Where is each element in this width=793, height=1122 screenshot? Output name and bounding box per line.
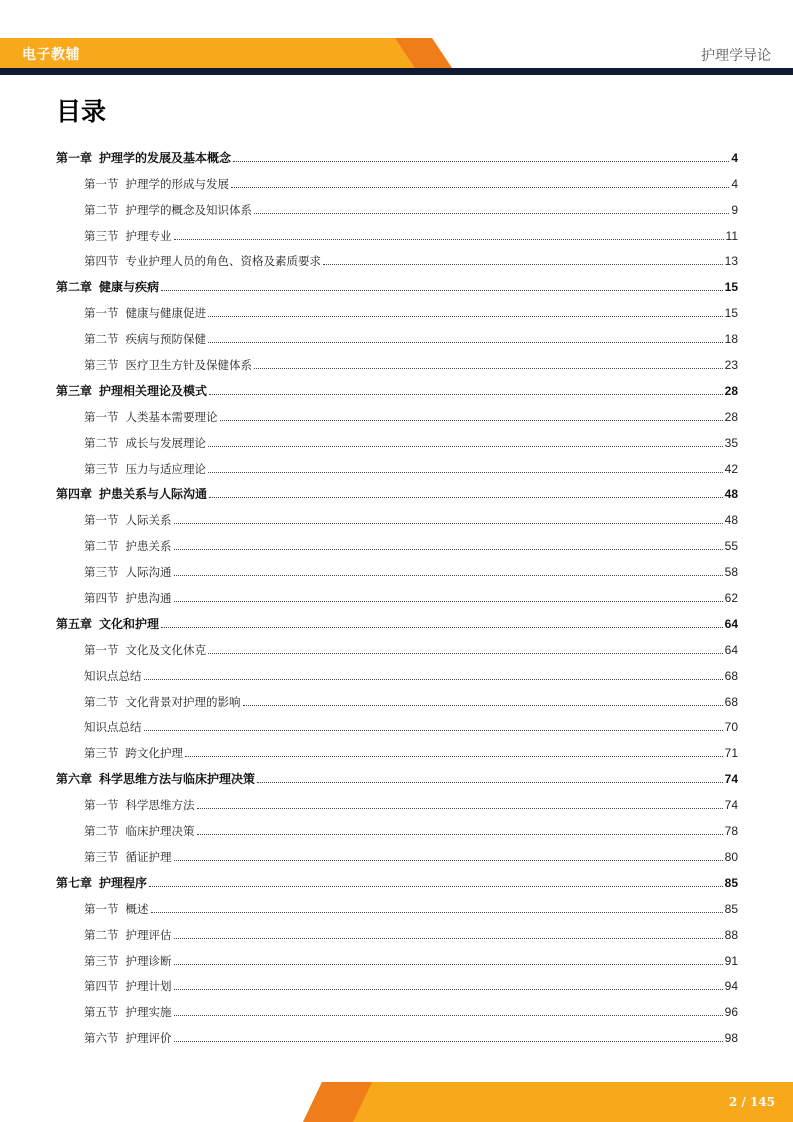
toc-page-number: 11 (725, 228, 738, 243)
toc-page-number: 18 (724, 332, 738, 347)
toc-label (84, 1005, 172, 1019)
toc-title: 压力与适应理论 (125, 461, 206, 476)
toc-section-row[interactable] (56, 683, 738, 709)
toc-label (84, 358, 252, 372)
toc-page-number: 74 (724, 798, 738, 813)
toc-number: 第三节 (84, 953, 119, 968)
toc-chapter-row[interactable] (56, 268, 738, 294)
toc-number: 第四节 (84, 591, 119, 606)
toc-number: 第一节 (84, 642, 119, 657)
toc-page-number: 91 (724, 953, 738, 968)
toc-label (84, 254, 321, 268)
toc-page-number: 70 (724, 720, 738, 735)
toc-page-number: 68 (724, 694, 738, 709)
toc-leader-dots (185, 756, 723, 757)
toc-label (56, 617, 159, 631)
footer-banner (0, 1082, 793, 1122)
toc-label (84, 436, 206, 450)
toc-page-number: 48 (724, 513, 738, 528)
toc-title: 护理相关理论及模式 (99, 383, 208, 398)
toc-page-number: 13 (724, 254, 738, 269)
toc-section-row[interactable] (56, 916, 738, 942)
toc-title: 专业护理人员的角色、资格及素质要求 (125, 254, 321, 269)
toc-number: 第一节 (84, 798, 119, 813)
toc-number: 第五节 (84, 1005, 119, 1020)
toc-number: 第三节 (84, 358, 119, 373)
toc-title: 人际沟通 (125, 565, 172, 580)
footer-orange-band (303, 1082, 793, 1122)
toc-page-number: 80 (724, 849, 738, 864)
toc-label (84, 410, 218, 424)
toc-number: 第三章 (56, 383, 93, 398)
toc-section-row[interactable] (56, 631, 738, 657)
toc-section-row[interactable] (56, 579, 738, 605)
toc-number: 第四节 (84, 979, 119, 994)
toc-leader-dots (174, 549, 723, 550)
toc-leader-dots (161, 290, 723, 291)
page-title: 目录 (56, 97, 107, 126)
toc-title: 科学思维方法与临床护理决策 (99, 772, 256, 787)
toc-title: 健康与疾病 (99, 280, 160, 295)
toc-number: 第一节 (84, 409, 119, 424)
toc-label (84, 798, 195, 812)
toc-leader-dots (197, 808, 723, 809)
toc-section-row[interactable] (56, 217, 738, 243)
toc-chapter-row[interactable] (56, 605, 738, 631)
toc-leader-dots (174, 239, 724, 240)
toc-number: 第一节 (84, 901, 119, 916)
toc-leader-dots (209, 394, 723, 395)
toc-section-row[interactable] (56, 786, 738, 812)
toc-page-number: 58 (724, 565, 738, 580)
toc-section-row[interactable] (56, 346, 738, 372)
toc-title: 护理学的发展及基本概念 (99, 150, 232, 165)
toc-page-number: 78 (724, 824, 738, 839)
toc-section-row[interactable] (56, 320, 738, 346)
toc-leader-dots (144, 679, 723, 680)
toc-number: 第一节 (84, 306, 119, 321)
brand-label: 电子教辅 (22, 47, 80, 63)
toc-leader-dots (174, 1015, 723, 1016)
toc-chapter-row[interactable] (56, 372, 738, 398)
toc-number: 第四章 (56, 487, 93, 502)
toc-label (56, 280, 159, 294)
toc-section-row[interactable] (56, 243, 738, 269)
toc-number: 第二节 (84, 694, 119, 709)
toc-chapter-row[interactable] (56, 864, 738, 890)
toc-page-number: 64 (724, 642, 738, 657)
toc-section-row[interactable] (56, 294, 738, 320)
page-header (0, 0, 793, 76)
toc-page-number: 15 (724, 280, 738, 295)
toc-label (56, 151, 231, 165)
toc-title: 护理评价 (125, 1031, 172, 1046)
toc-title: 文化及文化休克 (125, 642, 206, 657)
toc-label (84, 1031, 172, 1045)
toc-leader-dots (197, 834, 723, 835)
toc-page-number: 35 (724, 435, 738, 450)
toc-number: 第二节 (84, 332, 119, 347)
toc-title: 护理评估 (125, 927, 172, 942)
toc-leader-dots (233, 161, 729, 162)
toc-section-row[interactable] (56, 450, 738, 476)
toc-label (84, 850, 172, 864)
toc-section-row[interactable] (56, 734, 738, 760)
toc-page-number: 96 (724, 1005, 738, 1020)
toc-page-number: 42 (724, 461, 738, 476)
toc-label (84, 229, 172, 243)
toc-label (84, 591, 172, 605)
toc-page-number: 85 (724, 875, 738, 890)
toc-section-row[interactable] (56, 501, 738, 527)
toc-title: 护患关系 (125, 539, 172, 554)
toc-number: 第二章 (56, 280, 93, 295)
toc-number: 第三节 (84, 746, 119, 761)
toc-page-number: 48 (724, 487, 738, 502)
toc-leader-dots (174, 860, 723, 861)
toc-number: 第二节 (84, 435, 119, 450)
toc-label (84, 695, 241, 709)
toc-title: 概述 (125, 901, 149, 916)
toc-leader-dots (220, 420, 723, 421)
toc-title: 护理专业 (125, 228, 172, 243)
toc-leader-dots (243, 705, 723, 706)
toc-page-number: 64 (724, 616, 738, 631)
toc-title: 科学思维方法 (125, 798, 195, 813)
toc-number: 第一章 (56, 150, 93, 165)
toc-leader-dots (151, 912, 723, 913)
toc-title: 健康与健康促进 (125, 306, 206, 321)
toc-leader-dots (144, 730, 723, 731)
toc-number: 第六章 (56, 772, 93, 787)
toc-title: 知识点总结 (84, 720, 142, 735)
toc-number: 第二节 (84, 824, 119, 839)
toc-number: 第五章 (56, 616, 93, 631)
toc-label (84, 177, 229, 191)
toc-leader-dots (231, 187, 729, 188)
toc-label (56, 772, 255, 786)
toc-title: 人类基本需要理论 (125, 409, 218, 424)
toc-label (84, 203, 252, 217)
toc-number: 第三节 (84, 849, 119, 864)
toc-title: 临床护理决策 (125, 824, 195, 839)
toc-page-number: 71 (724, 746, 738, 761)
toc-label (84, 720, 142, 734)
toc-section-row[interactable] (56, 890, 738, 916)
toc-page-number: 94 (724, 979, 738, 994)
toc-label (56, 876, 147, 890)
toc-number: 第三节 (84, 461, 119, 476)
toc-page-number: 9 (731, 202, 738, 217)
toc-section-row[interactable] (56, 191, 738, 217)
toc-label (84, 462, 206, 476)
toc-page-number: 23 (724, 358, 738, 373)
toc-number: 第二节 (84, 927, 119, 942)
toc-label (84, 979, 172, 993)
toc-title: 护理实施 (125, 1005, 172, 1020)
toc-title: 人际关系 (125, 513, 172, 528)
toc-label (84, 539, 172, 553)
toc-page-number: 15 (724, 306, 738, 321)
toc-leader-dots (149, 886, 723, 887)
toc-leader-dots (174, 575, 723, 576)
toc-number: 第三节 (84, 565, 119, 580)
toc-leader-dots (174, 938, 723, 939)
toc-title: 成长与发展理论 (125, 435, 206, 450)
toc-leader-dots (174, 1041, 723, 1042)
toc-leader-dots (208, 653, 723, 654)
toc-title: 文化和护理 (99, 616, 160, 631)
toc-page-number: 88 (724, 927, 738, 942)
toc-leader-dots (208, 472, 723, 473)
toc-title: 护理计划 (125, 979, 172, 994)
toc-page-number: 74 (724, 772, 738, 787)
book-title: 护理学导论 (701, 48, 771, 64)
toc-label (84, 954, 172, 968)
toc-number: 第一节 (84, 176, 119, 191)
toc-number: 第七章 (56, 875, 93, 890)
toc-title: 护理学的概念及知识体系 (125, 202, 252, 217)
toc-title: 医疗卫生方针及保健体系 (125, 358, 252, 373)
toc-title: 护理学的形成与发展 (125, 176, 229, 191)
toc-label (84, 643, 206, 657)
toc-section-row[interactable] (56, 968, 738, 994)
toc-leader-dots (209, 497, 723, 498)
toc-title: 护理程序 (99, 875, 148, 890)
toc-section-row[interactable] (56, 553, 738, 579)
toc-label (84, 513, 172, 527)
toc-title: 疾病与预防保健 (125, 332, 206, 347)
toc-number: 第二节 (84, 202, 119, 217)
toc-section-row[interactable] (56, 812, 738, 838)
toc-title: 护患关系与人际沟通 (99, 487, 208, 502)
toc-number: 第三节 (84, 228, 119, 243)
toc-section-row[interactable] (56, 165, 738, 191)
toc-title: 知识点总结 (84, 668, 142, 683)
toc-number: 第一节 (84, 513, 119, 528)
toc-leader-dots (174, 989, 723, 990)
toc-page-number: 4 (731, 150, 738, 165)
toc-leader-dots (254, 368, 723, 369)
toc-section-row[interactable] (56, 1019, 738, 1045)
toc-label (56, 384, 207, 398)
toc-page-number: 28 (724, 383, 738, 398)
toc-label (84, 824, 195, 838)
toc-chapter-row[interactable] (56, 760, 738, 786)
toc-section-row[interactable] (56, 657, 738, 683)
toc-label (84, 332, 206, 346)
toc-leader-dots (174, 964, 723, 965)
toc-label (84, 928, 172, 942)
toc-number: 第六节 (84, 1031, 119, 1046)
table-of-contents (56, 139, 738, 1045)
toc-leader-dots (323, 264, 723, 265)
toc-label (84, 746, 183, 760)
toc-label (84, 565, 172, 579)
toc-leader-dots (208, 446, 723, 447)
toc-label (56, 487, 207, 501)
toc-leader-dots (174, 601, 723, 602)
toc-number: 第四节 (84, 254, 119, 269)
toc-label (84, 902, 149, 916)
toc-section-row[interactable] (56, 424, 738, 450)
toc-page-number: 4 (731, 176, 738, 191)
toc-chapter-row[interactable] (56, 476, 738, 502)
toc-page-number: 98 (724, 1031, 738, 1046)
toc-page-number: 28 (724, 409, 738, 424)
toc-section-row[interactable] (56, 527, 738, 553)
toc-section-row[interactable] (56, 942, 738, 968)
toc-page-number: 62 (724, 591, 738, 606)
toc-leader-dots (208, 342, 723, 343)
toc-leader-dots (174, 523, 723, 524)
toc-title: 循证护理 (125, 849, 172, 864)
toc-number: 第二节 (84, 539, 119, 554)
toc-section-row[interactable] (56, 709, 738, 735)
toc-page-number: 85 (724, 901, 738, 916)
toc-leader-dots (257, 782, 723, 783)
toc-page-number: 55 (724, 539, 738, 554)
toc-chapter-row[interactable] (56, 139, 738, 165)
page-footer (0, 1082, 793, 1122)
toc-leader-dots (254, 213, 729, 214)
header-navy-rule (0, 68, 793, 75)
toc-title: 护理诊断 (125, 953, 172, 968)
toc-leader-dots (161, 627, 723, 628)
page-number: 2 / 145 (728, 1095, 775, 1109)
toc-leader-dots (208, 316, 723, 317)
toc-title: 跨文化护理 (125, 746, 183, 761)
toc-title: 文化背景对护理的影响 (125, 694, 241, 709)
toc-section-row[interactable] (56, 398, 738, 424)
toc-label (84, 669, 142, 683)
header-banner (0, 0, 793, 76)
toc-page-number: 68 (724, 668, 738, 683)
toc-label (84, 306, 206, 320)
toc-section-row[interactable] (56, 993, 738, 1019)
toc-section-row[interactable] (56, 838, 738, 864)
toc-title: 护患沟通 (125, 591, 172, 606)
